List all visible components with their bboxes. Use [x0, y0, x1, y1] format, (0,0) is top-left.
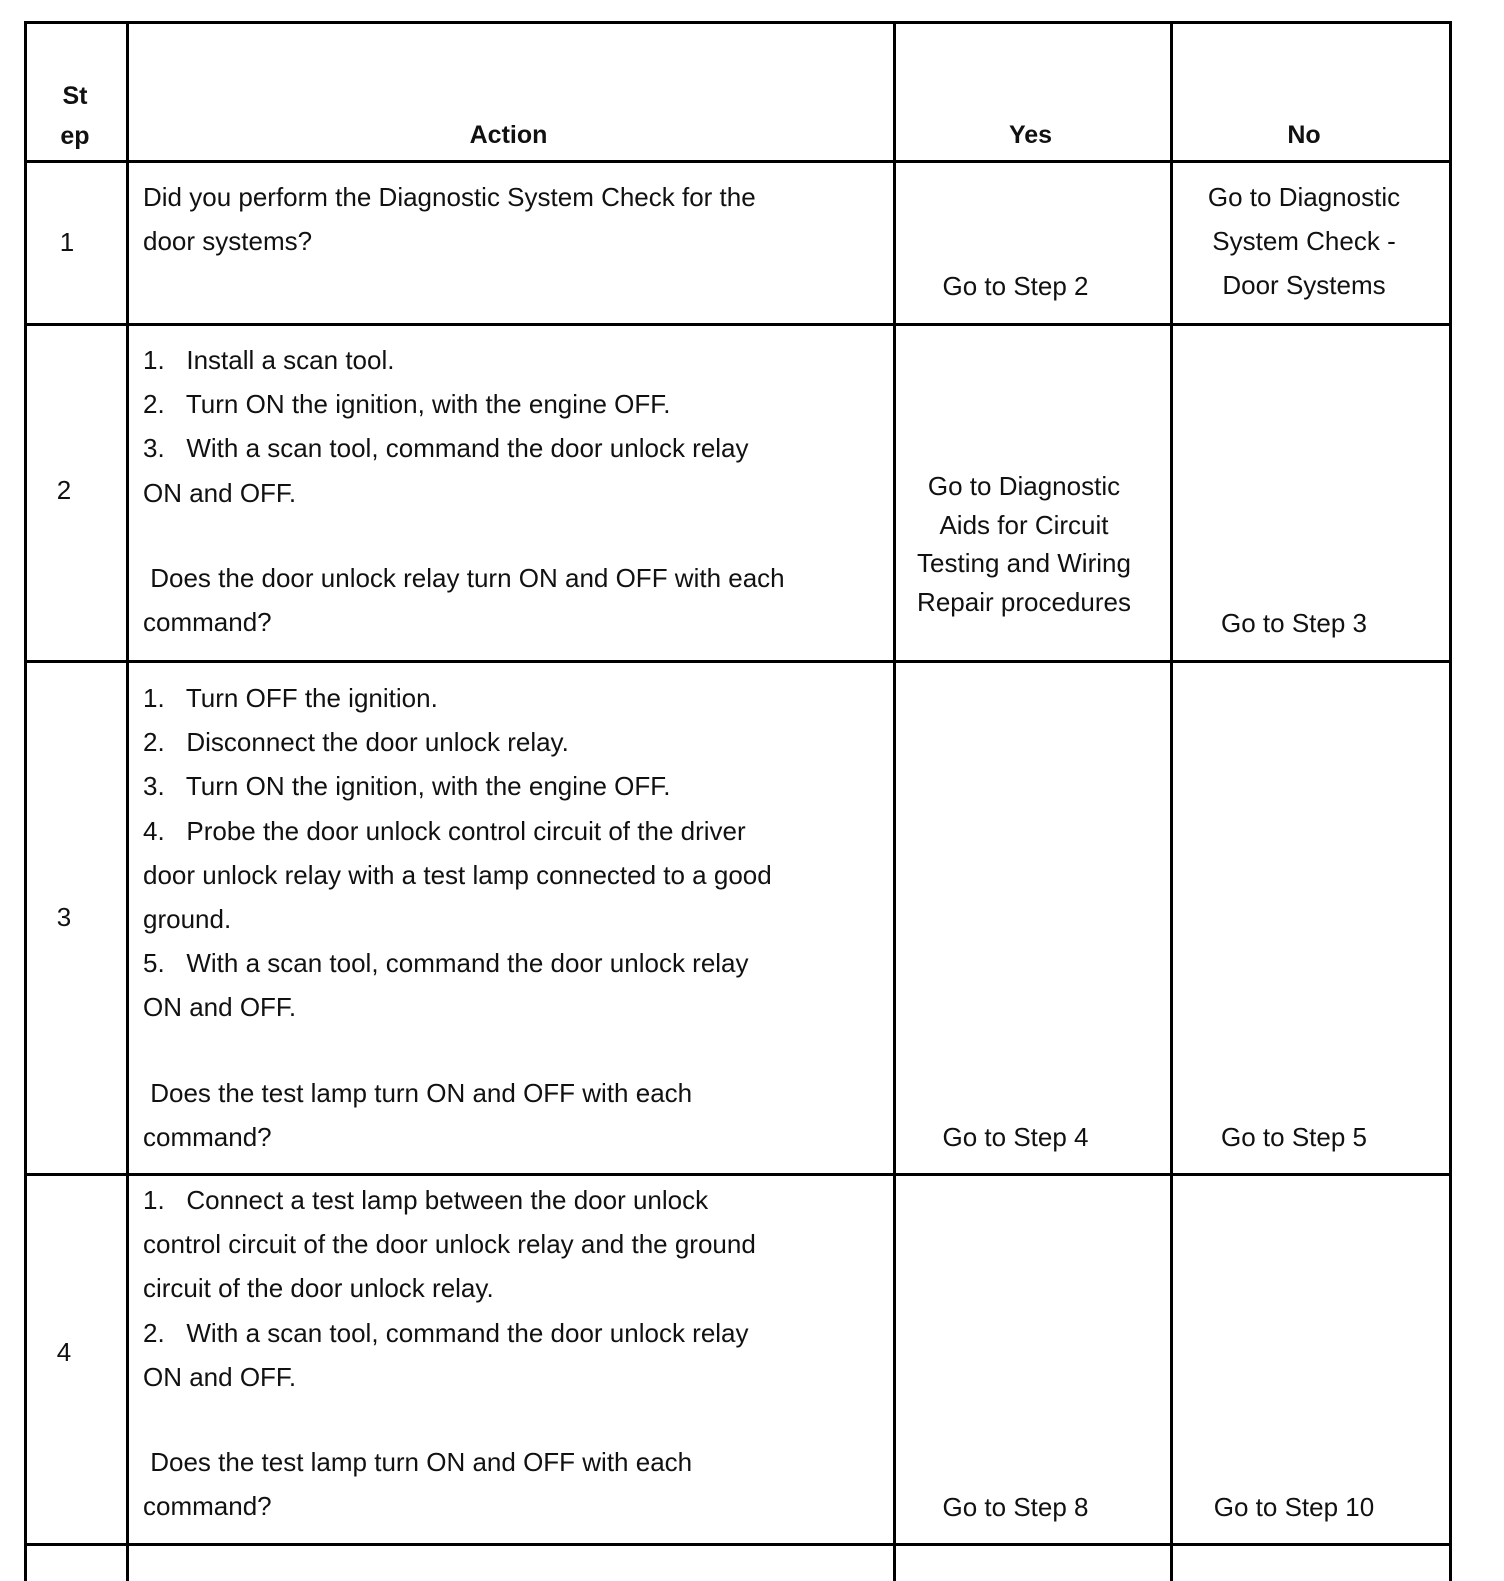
no-line: Go to Diagnostic [1207, 182, 1401, 212]
action-line [143, 1399, 756, 1440]
step-number: 4 [56, 1337, 72, 1367]
yes-line: Aids for Circuit [939, 509, 1109, 540]
header-step-line1: St [62, 82, 88, 110]
no-outcome: Go to Step 10 [1213, 1492, 1375, 1522]
row-divider [27, 323, 1449, 326]
action-text [143, 175, 756, 263]
action-line: 1. Install a scan tool. [143, 345, 395, 375]
action-line: Does the test lamp turn ON and OFF with each [143, 1077, 693, 1108]
step-number: 3 [56, 902, 72, 932]
action-line: command? [143, 1491, 272, 1522]
action-line: ground. [143, 904, 232, 935]
yes-line: Repair procedures [917, 586, 1131, 617]
yes-outcome: Go to Step 4 [942, 1122, 1089, 1152]
action-line: 1. Connect a test lamp between the door unlock [143, 1185, 709, 1215]
row-divider [27, 160, 1449, 163]
action-line: 2. With a scan tool, command the door unlock relay [143, 1317, 749, 1348]
action-text [143, 338, 785, 644]
no-line: Door Systems [1222, 270, 1386, 301]
column-divider [893, 24, 896, 1581]
action-line [143, 1030, 772, 1071]
yes-outcome: Go to Step 2 [942, 271, 1089, 301]
action-line: 2. Disconnect the door unlock relay. [143, 727, 569, 758]
action-line: command? [143, 1121, 272, 1152]
row-divider [27, 660, 1449, 663]
yes-outcome [893, 467, 1155, 621]
action-line: door systems? [143, 226, 313, 257]
header-no: No [1287, 121, 1321, 149]
action-line: 3. Turn ON the ignition, with the engine OFF. [143, 771, 671, 802]
action-line: circuit of the door unlock relay. [143, 1273, 494, 1304]
no-outcome [1170, 175, 1438, 308]
action-line: 1. Turn OFF the ignition. [143, 683, 438, 713]
action-line: ON and OFF. [143, 477, 297, 508]
no-line: System Check - [1212, 226, 1396, 257]
action-line: control circuit of the door unlock relay and the ground [143, 1229, 756, 1260]
action-line: 5. With a scan tool, command the door unlock relay [143, 948, 749, 979]
action-text [143, 676, 772, 1159]
action-line: 2. Turn ON the ignition, with the engine OFF. [143, 389, 671, 420]
action-text [143, 1178, 756, 1528]
row-divider [27, 1173, 1449, 1176]
row-divider [27, 1543, 1449, 1546]
action-line: 4. Probe the door unlock control circuit of the driver [143, 815, 746, 846]
no-outcome: Go to Step 3 [1221, 608, 1367, 638]
header-yes: Yes [1008, 121, 1053, 149]
column-divider [126, 24, 129, 1581]
step-number: 1 [59, 227, 75, 257]
yes-line: Testing and Wiring [917, 548, 1131, 578]
action-line: Did you perform the Diagnostic System Check for the [143, 182, 756, 212]
no-outcome: Go to Step 5 [1221, 1122, 1367, 1152]
yes-outcome: Go to Step 8 [942, 1492, 1089, 1522]
action-line: Does the test lamp turn ON and OFF with each [143, 1447, 693, 1478]
header-step-line2: ep [60, 122, 90, 150]
action-line: 3. With a scan tool, command the door unlock relay [143, 433, 749, 464]
action-line: ON and OFF. [143, 1361, 297, 1392]
header-action: Action [469, 121, 548, 149]
step-number: 2 [56, 475, 72, 505]
action-line: door unlock relay with a test lamp connected to a good [143, 859, 772, 890]
action-line: Does the door unlock relay turn ON and OFF with each [143, 562, 785, 593]
action-line: command? [143, 607, 272, 638]
action-line [143, 515, 785, 556]
action-line: ON and OFF. [143, 992, 297, 1023]
yes-line: Go to Diagnostic [927, 471, 1121, 501]
